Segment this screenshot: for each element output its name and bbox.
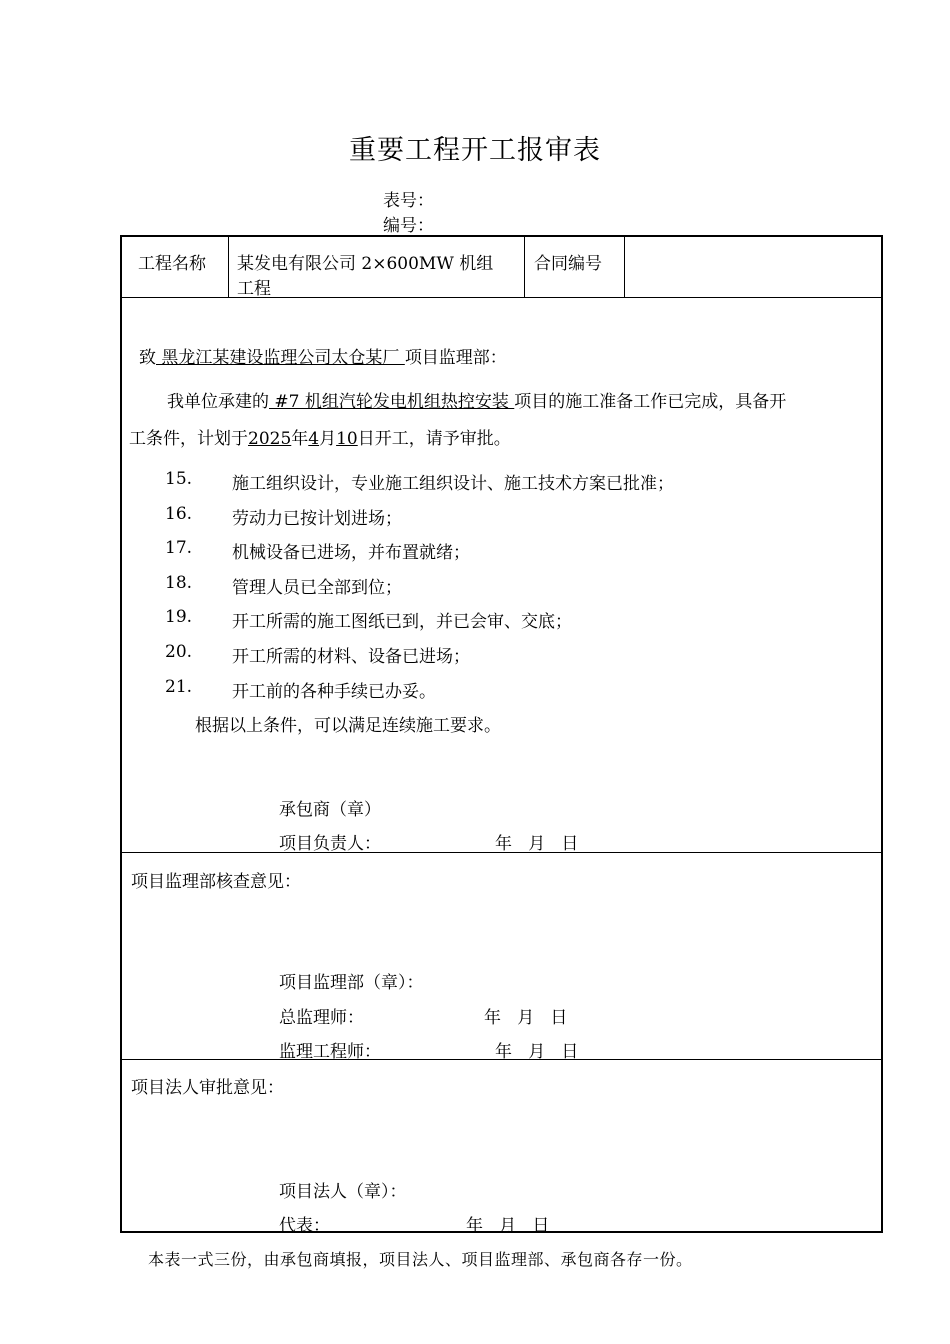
project-name-value-line1: 某发电有限公司 2×600MW 机组 [237, 254, 494, 274]
condition-number: 17. [165, 538, 193, 558]
condition-number: 20. [165, 642, 193, 662]
addressee-suffix: 项目监理部： [404, 348, 507, 368]
application-body-line1: 我单位承建的 #7 机组汽轮发电机组热控安装 项目的施工准备工作已完成，具备开 [167, 392, 787, 412]
form-number-label: 表号： [383, 191, 434, 211]
legal-opinion-label: 项目法人审批意见： [131, 1078, 284, 1098]
condition-number: 19. [165, 607, 193, 627]
addressee-name: 黑龙江某建设监理公司太仓某厂 [156, 348, 405, 368]
project-name-value-line2: 工程 [237, 279, 271, 299]
row-divider [122, 297, 881, 298]
condition-text: 施工组织设计，专业施工组织设计、施工技术方案已批准； [232, 474, 674, 494]
condition-number: 18. [165, 573, 193, 593]
condition-text: 开工所需的施工图纸已到，并已会审、交底； [232, 612, 572, 632]
condition-text: 开工所需的材料、设备已进场； [232, 647, 470, 667]
chief-supervisor-date: 年 月 日 [484, 1008, 568, 1028]
condition-number: 21. [165, 677, 193, 697]
column-divider [228, 237, 229, 298]
project-name-label: 工程名称 [138, 254, 206, 274]
page-title: 重要工程开工报审表 [349, 135, 601, 166]
project-item: #7 机组汽轮发电机组热控安装 [269, 392, 515, 412]
contract-number-label: 合同编号 [534, 254, 602, 274]
supervising-engineer-date: 年 月 日 [495, 1042, 579, 1062]
start-day: 10 [336, 429, 358, 449]
condition-number: 15. [165, 469, 193, 489]
row-divider [122, 852, 881, 853]
addressee-line [139, 343, 507, 368]
project-manager-label: 项目负责人： [279, 834, 381, 854]
condition-text: 劳动力已按计划进场； [232, 509, 402, 529]
supervising-engineer-label: 监理工程师： [279, 1042, 381, 1062]
supervision-seal-label: 项目监理部（章）： [279, 973, 424, 993]
legal-seal-label: 项目法人（章）： [279, 1182, 407, 1202]
contractor-seal-label: 承包商（章） [279, 800, 381, 820]
contractor-date: 年 月 日 [495, 834, 579, 854]
column-divider [624, 237, 625, 298]
chief-supervisor-label: 总监理师： [279, 1008, 364, 1028]
application-body-line2: 工条件，计划于2025年4月10日开工，请予审批。 [129, 429, 511, 449]
condition-text: 管理人员已全部到位； [232, 578, 402, 598]
start-month: 4 [308, 429, 320, 449]
condition-text: 开工前的各种手续已办妥。 [232, 682, 436, 702]
conclusion: 根据以上条件，可以满足连续施工要求。 [195, 716, 501, 736]
serial-number-label: 编号： [383, 216, 434, 236]
addressee-prefix: 致 [139, 348, 156, 368]
supervision-opinion-label: 项目监理部核查意见： [131, 872, 301, 892]
condition-text: 机械设备已进场，并布置就绪； [232, 543, 470, 563]
row-divider [122, 1059, 881, 1060]
condition-number: 16. [165, 504, 193, 524]
representative-date: 年 月 日 [466, 1216, 550, 1236]
start-year: 2025 [248, 429, 292, 449]
footnote: 本表一式三份，由承包商填报，项目法人、项目监理部、承包商各存一份。 [148, 1250, 693, 1269]
representative-label: 代表： [279, 1216, 330, 1236]
approval-form-table [120, 235, 883, 1236]
column-divider [524, 237, 525, 298]
